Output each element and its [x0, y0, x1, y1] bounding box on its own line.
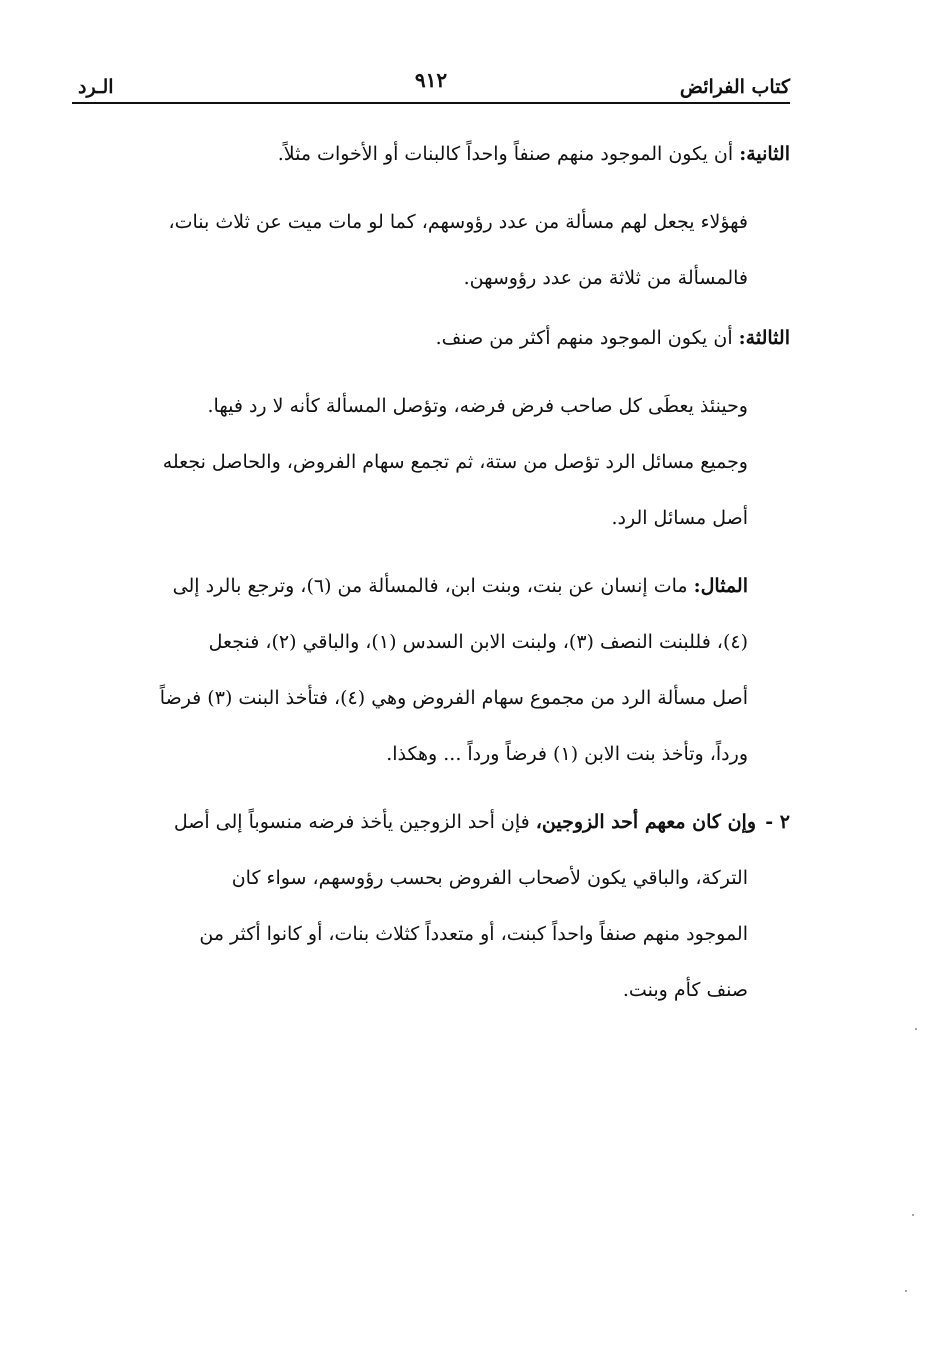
- case-second-text: أن يكون الموجود منهم صنفاً واحداً كالبنات أو الأخوات مثلاً.: [277, 143, 740, 165]
- case-second-explanation: [72, 194, 748, 306]
- text-line: أصل مسألة الرد من مجموع سهام الفروض وهي (٤)، فتأخذ البنت (٣) فرضاً: [159, 687, 748, 709]
- example-paragraph: [72, 558, 748, 782]
- item-number: ٢ -: [765, 811, 790, 833]
- text-line: (٤)، فللبنت النصف (٣)، ولبنت الابن السدس (١)، والباقي (٢)، فنجعل: [208, 631, 748, 653]
- text-line: صنف كأم وبنت.: [622, 979, 748, 1001]
- running-header: [72, 62, 790, 104]
- numbered-item-2: [72, 794, 790, 850]
- book-title: كتاب الفرائض: [679, 76, 790, 98]
- case-second-label: الثانية:: [739, 143, 790, 165]
- text-line: الموجود منهم صنفاً واحداً كبنت، أو متعدداً كثلاث بنات، أو كانوا أكثر من: [199, 923, 748, 945]
- scan-speck: [912, 1214, 914, 1216]
- chapter-title: الـرد: [78, 76, 114, 98]
- text-line: التركة، والباقي يكون لأصحاب الفروض بحسب رؤوسهم، سواء كان: [231, 867, 748, 889]
- example-label: المثال:: [693, 575, 748, 597]
- text-line: فهؤلاء يجعل لهم مسألة من عدد رؤوسهم، كما لو مات ميت عن ثلاث بنات،: [168, 211, 748, 233]
- case-second-paragraph: [72, 126, 790, 182]
- page-body: [72, 120, 790, 1018]
- case-third-label: الثالثة:: [738, 327, 790, 349]
- case-third-paragraph: [72, 310, 790, 366]
- page-number: ٩١٢: [414, 68, 448, 92]
- scan-speck: [905, 1290, 907, 1292]
- text-line: مات إنسان عن بنت، وبنت ابن، فالمسألة من (٦)، وترجع بالرد إلى: [172, 575, 694, 597]
- text-line: وحينئذ يعطَى كل صاحب فرض فرضه، وتؤصل المسألة كأنه لا رد فيها.: [207, 395, 748, 417]
- text-line: فالمسألة من ثلاثة من عدد رؤوسهن.: [463, 267, 748, 289]
- text-line: ورداً، وتأخذ بنت الابن (١) فرضاً ورداً ... وهكذا.: [386, 743, 748, 765]
- case-third-text: أن يكون الموجود منهم أكثر من صنف.: [435, 327, 739, 349]
- scan-speck: [915, 1028, 917, 1030]
- item-label: وإن كان معهم أحد الزوجين،: [535, 811, 756, 833]
- text-line: وجميع مسائل الرد تؤصل من ستة، ثم تجمع سهام الفروض، والحاصل نجعله: [162, 451, 748, 473]
- text-line: أصل مسائل الرد.: [611, 507, 748, 529]
- text-line: فإن أحد الزوجين يأخذ فرضه منسوباً إلى أصل: [173, 811, 536, 833]
- numbered-item-2-continuation: [72, 850, 748, 1018]
- case-third-explanation: [72, 378, 748, 546]
